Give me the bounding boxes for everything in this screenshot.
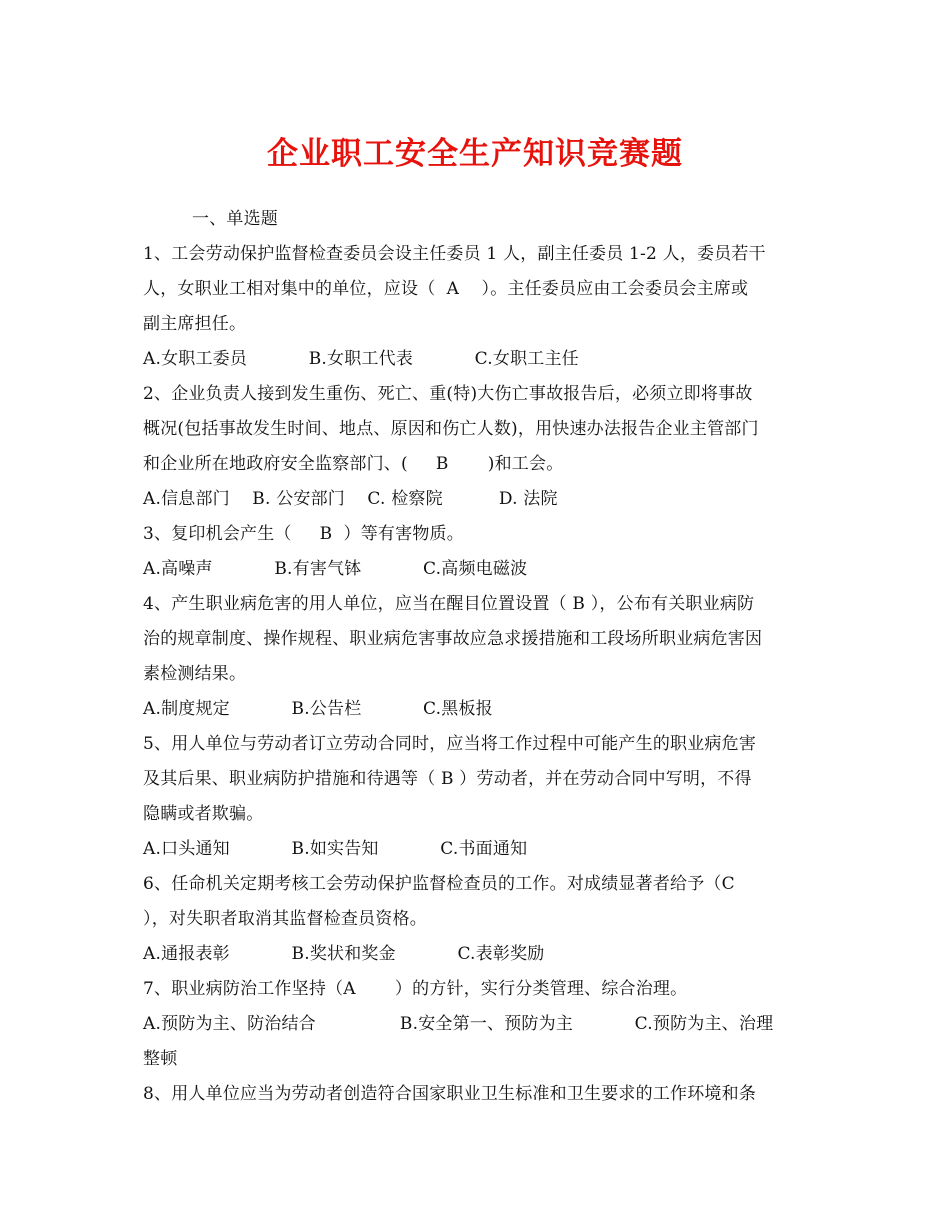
text-line: 4、产生职业病危害的用人单位，应当在醒目位置设置（ B ），公布有关职业病防 [143,594,755,614]
text-line: 人，女职业工相对集中的单位，应设（ A ）。主任委员应由工会委员会主席或 [143,279,749,299]
text-line: 副主席担任。 [143,314,247,334]
answer-options: A.制度规定 B.公告栏 C.黑板报 [143,699,493,719]
text-line: 7、职业病防治工作坚持（A ）的方针，实行分类管理、综合治理。 [143,979,688,999]
text-line: 1、工会劳动保护监督检查委员会设主任委员 1 人，副主任委员 1-2 人，委员若干 [143,244,766,264]
text-line: 概况(包括事故发生时间、地点、原因和伤亡人数)，用快速办法报告企业主管部门 [143,419,759,439]
answer-options: A.信息部门 B. 公安部门 C. 检察院 D. 法院 [143,489,558,509]
answer-options: A.女职工委员 B.女职工代表 C.女职工主任 [143,349,579,369]
text-line: 整顿 [143,1049,178,1069]
section-heading: 一、单选题 [192,209,278,229]
answer-options: A.通报表彰 B.奖状和奖金 C.表彰奖励 [143,944,545,964]
text-line: 5、用人单位与劳动者订立劳动合同时，应当将工作过程中可能产生的职业病危害 [143,734,757,754]
text-line: ），对失职者取消其监督检查员资格。 [143,909,427,929]
text-line: 和企业所在地政府安全监察部门、( B )和工会。 [143,454,564,474]
answer-options: A.口头通知 B.如实告知 C.书面通知 [143,839,528,859]
text-line: 8、用人单位应当为劳动者创造符合国家职业卫生标准和卫生要求的工作环境和条 [143,1084,757,1104]
text-line: 6、任命机关定期考核工会劳动保护监督检查员的工作。对成绩显著者给予（C [143,874,735,894]
text-line: 及其后果、职业病防护措施和待遇等（ B ）劳动者，并在劳动合同中写明，不得 [143,769,752,789]
answer-options: A.预防为主、防治结合 B.安全第一、预防为主 C.预防为主、治理 [143,1014,774,1034]
text-line: 治的规章制度、操作规程、职业病危害事故应急求援措施和工段场所职业病危害因 [143,629,763,649]
text-line: 2、企业负责人接到发生重伤、死亡、重(特)大伤亡事故报告后，必须立即将事故 [143,384,753,404]
text-line: 素检测结果。 [143,664,247,684]
answer-options: A.高噪声 B.有害气钵 C.高频电磁波 [143,559,528,579]
text-line: 3、复印机会产生（ B ）等有害物质。 [143,524,464,544]
document-title: 企业职工安全生产知识竞赛题 [267,136,683,172]
text-line: 隐瞒或者欺骗。 [143,804,264,824]
